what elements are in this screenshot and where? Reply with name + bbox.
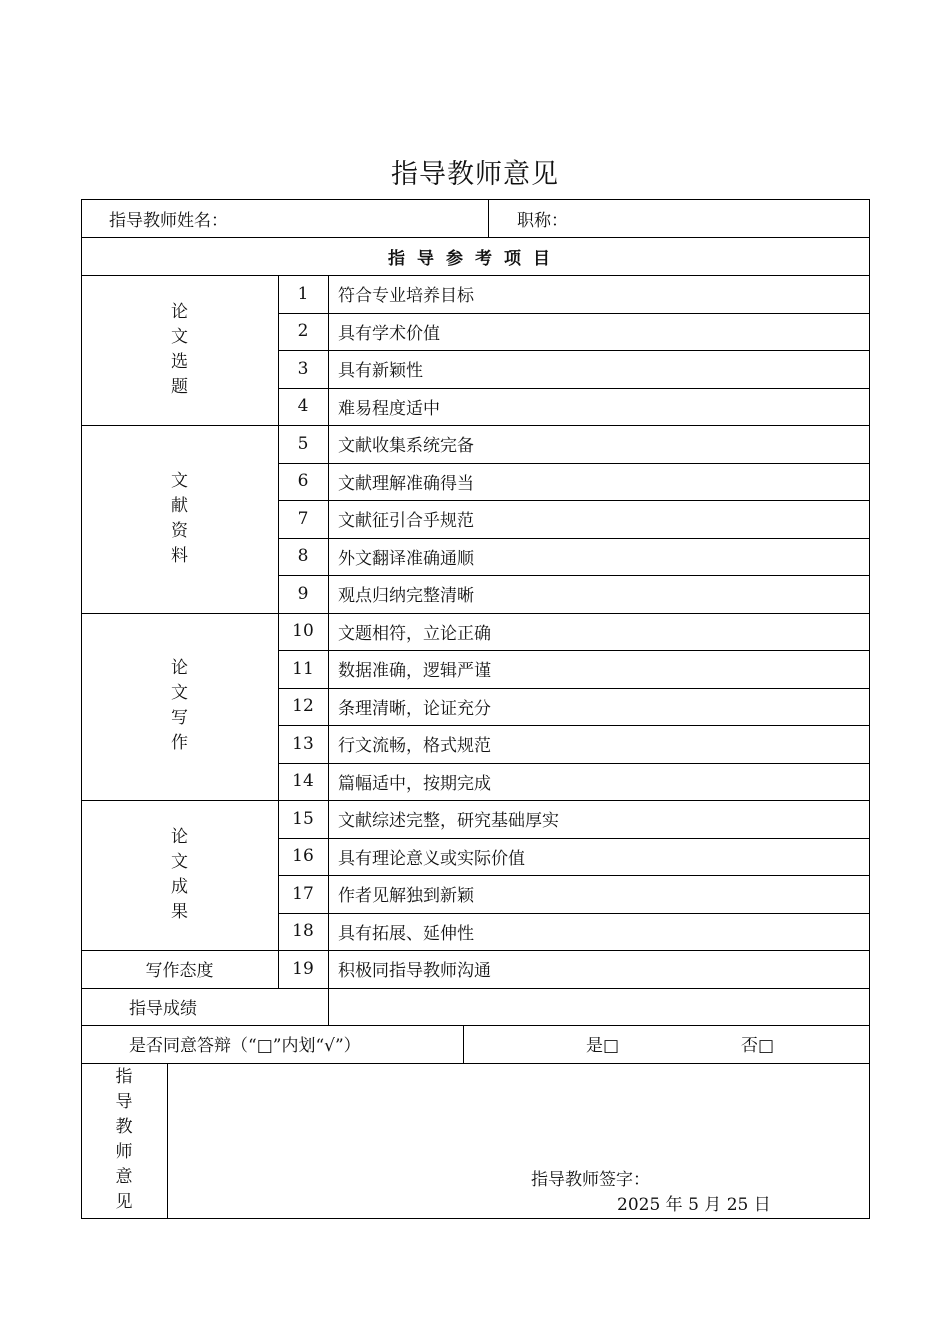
grid-line	[278, 613, 279, 801]
signature-date: 2025 年 5 月 25 日	[617, 1194, 771, 1215]
item-number: 6	[297, 471, 309, 492]
teacher-name-label: 指导教师姓名：	[109, 210, 228, 231]
item-text: 文献理解准确得当	[338, 473, 474, 494]
item-text: 数据准确，逻辑严谨	[338, 661, 491, 682]
grid-line	[328, 613, 329, 801]
group-label: 论 文 选 题	[171, 302, 188, 397]
group-label: 论 文 写 作	[171, 658, 188, 754]
item-number: 13	[292, 733, 314, 754]
grid-line	[328, 275, 329, 426]
item-number: 7	[297, 508, 309, 529]
title-label: 职称：	[517, 210, 568, 231]
item-number: 18	[292, 921, 314, 942]
grid-line	[463, 1025, 464, 1064]
grid-line	[328, 988, 329, 1026]
grid-line	[278, 800, 279, 951]
item-text: 文献征引合乎规范	[338, 511, 474, 532]
grid-line	[278, 425, 279, 614]
item-text: 文献收集系统完备	[338, 436, 474, 457]
item-text: 观点归纳完整清晰	[338, 586, 474, 607]
defense-yes: 是□	[586, 1036, 620, 1057]
item-text: 具有拓展、延伸性	[338, 923, 474, 944]
grid-line	[278, 950, 279, 989]
item-text: 行文流畅，格式规范	[338, 736, 491, 757]
item-number: 10	[292, 621, 314, 642]
item-text: 难易程度适中	[338, 398, 440, 419]
opinion-label: 指 导 教 师 意 见	[115, 1067, 133, 1213]
item-text: 外文翻译准确通顺	[338, 548, 474, 569]
page-title: 指导教师意见	[391, 159, 559, 190]
evaluation-form-table	[81, 199, 869, 1218]
item-text: 文题相符，立论正确	[338, 623, 491, 644]
group-label: 文 献 资 料	[171, 470, 188, 566]
grid-line	[81, 1218, 870, 1219]
grade-value	[338, 988, 859, 1026]
grid-line	[81, 1063, 870, 1064]
item-number: 15	[292, 808, 314, 829]
attitude-text: 积极同指导教师沟通	[338, 961, 491, 982]
item-text: 文献综述完整，研究基础厚实	[338, 811, 559, 832]
grid-line	[328, 425, 329, 614]
section-heading: 指导参考项目	[388, 248, 562, 269]
item-number: 16	[292, 846, 314, 867]
item-text: 具有学术价值	[338, 323, 440, 344]
grade-label: 指导成绩	[129, 998, 197, 1019]
item-text: 篇幅适中，按期完成	[338, 773, 491, 794]
item-text: 具有新颖性	[338, 361, 423, 382]
item-number: 3	[297, 358, 309, 379]
item-number: 4	[297, 396, 309, 417]
item-number: 11	[292, 658, 314, 679]
attitude-label: 写作态度	[145, 961, 214, 982]
grid-line	[869, 199, 870, 1219]
item-text: 具有理论意义或实际价值	[338, 848, 525, 869]
item-number: 14	[292, 771, 314, 792]
item-text: 符合专业培养目标	[338, 286, 474, 307]
grid-line	[328, 950, 329, 989]
item-number: 17	[292, 883, 314, 904]
item-number: 9	[297, 583, 309, 604]
attitude-number: 19	[292, 958, 314, 979]
defense-no: 否□	[741, 1036, 775, 1057]
grid-line	[167, 1063, 168, 1219]
item-number: 8	[297, 546, 309, 567]
grid-line	[488, 199, 489, 238]
item-number: 1	[297, 283, 309, 304]
grid-line	[278, 275, 279, 426]
signature-label: 指导教师签字：	[531, 1169, 650, 1190]
item-number: 5	[297, 433, 309, 454]
grid-line	[328, 800, 329, 951]
item-number: 12	[292, 696, 314, 717]
defense-label: 是否同意答辩（“□”内划“√”）	[129, 1036, 361, 1057]
group-label: 论 文 成 果	[171, 827, 188, 922]
item-text: 条理清晰，论证充分	[338, 698, 491, 719]
item-number: 2	[297, 321, 309, 342]
item-text: 作者见解独到新颖	[338, 886, 474, 907]
